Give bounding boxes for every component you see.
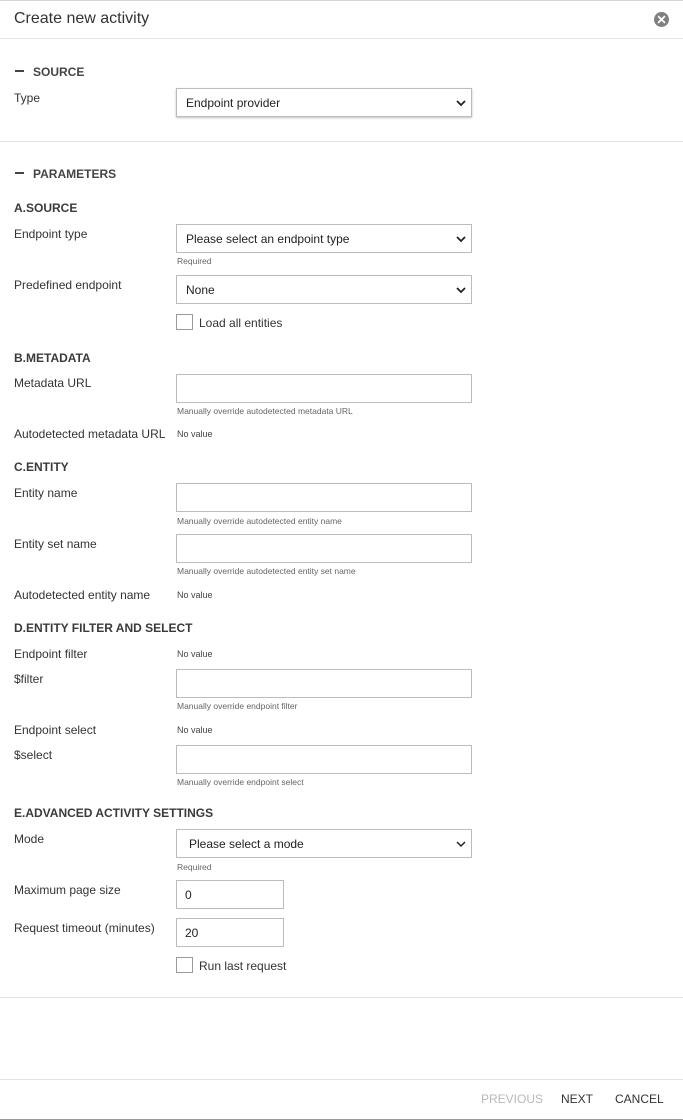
entity-set-name-input[interactable]: [176, 534, 472, 563]
collapse-parameters-icon[interactable]: [15, 172, 24, 174]
mode-value: Please select a mode: [189, 837, 304, 851]
select-hint: Manually override endpoint select: [177, 777, 304, 787]
filter-hint: Manually override endpoint filter: [177, 701, 298, 711]
close-icon[interactable]: [654, 12, 669, 27]
mode-label: Mode: [14, 832, 45, 846]
entity-name-hint: Manually override autodetected entity name: [177, 516, 342, 526]
predefined-endpoint-select[interactable]: [176, 275, 472, 304]
entity-name-label: Entity name: [14, 486, 78, 500]
run-last-request-checkbox[interactable]: [176, 957, 193, 973]
max-page-size-input[interactable]: [176, 880, 284, 909]
cancel-button[interactable]: CANCEL: [615, 1092, 664, 1106]
select-label: $select: [14, 748, 53, 762]
endpoint-type-label: Endpoint type: [14, 227, 88, 241]
max-page-size-label: Maximum page size: [14, 883, 121, 897]
request-timeout-input[interactable]: [176, 918, 284, 947]
endpoint-type-hint: Required: [177, 256, 212, 266]
mode-select[interactable]: [176, 829, 472, 858]
entity-name-input[interactable]: [176, 483, 472, 512]
autodetected-entity-name-label: Autodetected entity name: [14, 588, 151, 602]
source-section-title[interactable]: SOURCE: [33, 65, 85, 79]
endpoint-select-label: Endpoint select: [14, 723, 97, 737]
endpoint-type-select[interactable]: [176, 224, 472, 253]
next-button[interactable]: NEXT: [561, 1092, 594, 1106]
entity-set-name-label: Entity set name: [14, 537, 97, 551]
a-source-title: A.SOURCE: [14, 201, 78, 215]
request-timeout-label: Request timeout (minutes): [14, 921, 155, 935]
predefined-endpoint-label: Predefined endpoint: [14, 278, 122, 292]
endpoint-filter-value: No value: [177, 649, 213, 659]
metadata-url-hint: Manually override autodetected metadata URL: [177, 406, 353, 416]
autodetected-metadata-url-label: Autodetected metadata URL: [14, 427, 166, 441]
header-divider: [0, 38, 683, 39]
endpoint-select-value: No value: [177, 725, 213, 735]
select-input[interactable]: [176, 745, 472, 774]
filter-label: $filter: [14, 672, 44, 686]
dialog-title: Create new activity: [14, 10, 150, 27]
chevron-down-icon: [456, 98, 466, 108]
load-all-entities-checkbox[interactable]: [176, 314, 193, 330]
entity-set-name-hint: Manually override autodetected entity set name: [177, 566, 356, 576]
metadata-url-input[interactable]: [176, 374, 472, 403]
chevron-down-icon: [456, 234, 466, 244]
previous-button[interactable]: PREVIOUS: [481, 1092, 544, 1106]
filter-input[interactable]: [176, 669, 472, 698]
e-advanced-title: E.ADVANCED ACTIVITY SETTINGS: [14, 806, 214, 820]
section-divider: [0, 141, 683, 142]
c-entity-title: C.ENTITY: [14, 460, 69, 474]
load-all-entities-label[interactable]: Load all entities: [199, 316, 283, 330]
run-last-request-label[interactable]: Run last request: [199, 959, 287, 973]
b-metadata-title: B.METADATA: [14, 351, 91, 365]
collapse-source-icon[interactable]: [15, 70, 24, 72]
type-select-value: Endpoint provider: [186, 96, 281, 110]
mode-hint: Required: [177, 862, 212, 872]
metadata-url-label: Metadata URL: [14, 376, 92, 390]
form-end-divider: [0, 997, 683, 998]
type-select[interactable]: [176, 88, 472, 117]
predefined-endpoint-value: None: [186, 283, 215, 297]
d-filter-select-title: D.ENTITY FILTER AND SELECT: [14, 621, 193, 635]
chevron-down-icon: [456, 285, 466, 295]
parameters-section-title[interactable]: PARAMETERS: [33, 167, 117, 181]
endpoint-type-value: Please select an endpoint type: [186, 232, 350, 246]
autodetected-metadata-url-value: No value: [177, 429, 213, 439]
footer-divider: [0, 1079, 683, 1080]
chevron-down-icon: [456, 839, 466, 849]
endpoint-filter-label: Endpoint filter: [14, 647, 88, 661]
autodetected-entity-name-value: No value: [177, 590, 213, 600]
type-label: Type: [14, 91, 41, 105]
